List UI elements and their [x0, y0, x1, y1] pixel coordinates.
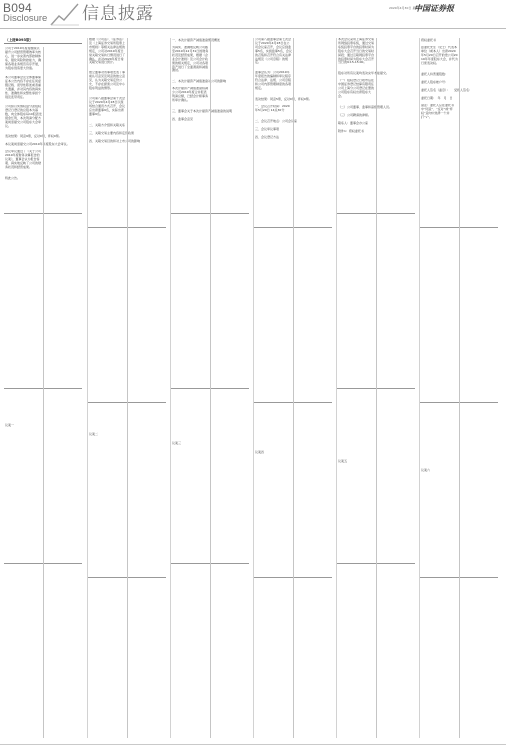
- header-divider: [0, 28, 506, 29]
- section-label: 委托人持普通股数：: [421, 72, 449, 76]
- text-paragraph: 根据《公司法》、《证券法》及《上海证券交易所股票上市规则》等相关法律法规的规定，公司对2019年度日常关联交易执行情况进行了确认，并对2020年度日常关联交易进行预计。: [89, 38, 126, 65]
- text-paragraph: 公司第八届监事会第七次会议于2020年4月28日在公司会议室召开，会议应到监事5名，实到监事5名，会议的召集和召开符合有关法律法规及《公司章程》的规定。: [255, 38, 292, 65]
- inner-column-divider: [43, 47, 44, 738]
- issue-date: 2020年4月30日 星期四: [389, 6, 422, 10]
- section-label: 四、关联交易目的和对上市公司的影响: [89, 139, 141, 143]
- text-column: [4, 38, 87, 738]
- page-header: [0, 0, 506, 30]
- margin-label: 议案三: [172, 441, 182, 445]
- text-paragraph: 本次计提资产减值准备将减少公司2019年度合并报表利润总额，已经会计师事务所审计确认。: [172, 87, 209, 102]
- section-label: （二）公司董事、监事和高级管理人员。: [338, 105, 393, 109]
- footer-divider: [0, 744, 506, 745]
- section-label: 股东对所有议案均表决完毕才能提交。: [338, 71, 390, 75]
- text-paragraph: 公司第八届董事会第十次会议于2020年4月28日以现场结合通讯方式召开，会议应出席董事9名，实际出席董事9名。: [89, 97, 126, 116]
- text-paragraph: 兹委托先生（女士）代表本单位（或本人）出席2020年5月20日召开的贵公司2019年年度股东大会，并代为行使表决权。: [421, 46, 458, 65]
- section-title: 信息披露: [82, 4, 154, 24]
- margin-label: 议案五: [338, 459, 348, 463]
- section-label: 本议案尚需提交公司2019年年度股东大会审议。: [5, 142, 70, 146]
- inner-column-divider: [459, 38, 460, 738]
- section-label: 委托人签名（盖章）： 受托人签名：: [421, 88, 473, 92]
- page-code: B094: [3, 1, 32, 15]
- section-label: 一、本次计提资产减值准备情况概述: [172, 38, 221, 42]
- section-label: 联系人：董事会办公室: [338, 121, 369, 125]
- inner-column-divider: [127, 38, 128, 738]
- section-label: 三、关联交易主要内容和定价政策: [89, 131, 135, 135]
- section-label: 特此公告。: [5, 176, 21, 180]
- section-label: 授权委托书: [421, 38, 437, 42]
- margin-label: 议案六: [421, 468, 431, 472]
- section-label: 表决结果：同意5票，反对0票，弃权0票。: [255, 97, 312, 101]
- margin-label: 议案四: [255, 450, 265, 454]
- section-label: 二、本次计提资产减值准备对公司的影响: [172, 79, 227, 83]
- section-label: 二、关联方介绍和关联关系: [89, 123, 126, 127]
- section-logo-icon: [50, 2, 80, 26]
- section-label: 四、监事会意见: [172, 117, 194, 121]
- text-paragraph: 本公司董事会及全体董事保证本公告内容不存在任何虚假记载、误导性陈述或者重大遗漏，并对其内容的真实性、准确性和完整性承担个别及连带责任。: [5, 76, 42, 99]
- section-label: （三）公司聘请的律师。: [338, 113, 372, 117]
- text-column: [336, 38, 420, 738]
- section-label: 四、会议登记方法: [255, 135, 280, 139]
- text-column: [253, 38, 337, 738]
- text-paragraph: 一、会议召开时间：2020年5月20日 14点30分: [255, 105, 290, 112]
- margin-label: 议案一: [5, 423, 15, 427]
- text-paragraph: 本次会议采用上海证券交易所网络投票系统，通过交易系统投票平台的投票时间为股东大会召开当日的交易时间段；通过互联网投票平台的投票时间为股东大会召开当日的9:15-15:00。: [338, 38, 375, 65]
- text-paragraph: （一）股权登记日收市后在中国证券登记结算有限责任公司上海分公司登记在册的公司股东有权出席股东大会。: [338, 79, 375, 98]
- text-paragraph: 会议审议通过了《关于公司2019年度财务决算报告的议案》，董事会认为报告客观、真实地反映了公司的财务状况和经营成果。: [5, 150, 42, 169]
- text-paragraph: 公司拟以实施权益分派股权登记日登记的总股本为基数，向全体股东每10股派发现金红利，本次利润分配方案尚需提交公司股东大会审议。: [5, 105, 42, 128]
- section-label: 二、会议召开地点：公司会议室: [255, 119, 298, 123]
- section-label: 委托日期： 年 月 日: [421, 96, 453, 100]
- section-label-english: Disclosure: [3, 13, 48, 24]
- column-heading: （上接B093版）: [5, 38, 34, 42]
- section-label: 三、董事会关于本次计提资产减值准备的说明: [172, 109, 233, 113]
- text-paragraph: 公司于2019年度将继续以提升公司经营管理效率为核心，进一步完善内部控制体系，强化风险防控能力，确保各项业务规范有序开展，为股东创造更大价值。: [5, 47, 42, 70]
- text-column: [87, 38, 171, 738]
- text-paragraph: 独立董事对该事项发表了事前认可意见及同意的独立意见，认为关联交易定价公允，不存在损害公司及中小股东利益的情形。: [89, 71, 126, 90]
- heading-rule: [4, 43, 82, 44]
- text-paragraph: 备注：委托人应在委托书中“同意”、“反对”或“弃权”意向中选择一个并打“√”。: [421, 104, 455, 119]
- text-paragraph: 为真实、准确地反映公司截至2019年12月31日的财务状况及经营成果，根据《企业会计准则》及公司会计政策的相关规定，公司对各项资产进行了全面清查和减值测试。: [172, 46, 209, 73]
- section-label: 三、会议审议事项: [255, 127, 280, 131]
- inner-column-divider: [376, 38, 377, 738]
- margin-label: 议案二: [89, 432, 99, 436]
- text-column: [419, 38, 503, 738]
- section-label: 表决结果：同意9票，反对0票，弃权0票。: [5, 134, 62, 138]
- text-column: [170, 38, 254, 738]
- inner-column-divider: [210, 38, 211, 738]
- text-paragraph: 监事会认为：公司2019年年度报告的编制和审议程序符合法律、法规、公司章程和公司内部管理制度的各项规定。: [255, 71, 292, 90]
- newspaper-masthead: 中国证券报: [414, 3, 454, 13]
- inner-column-divider: [293, 38, 294, 738]
- section-label: 附件1：授权委托书: [338, 129, 364, 133]
- section-label: 委托人股东帐户号：: [421, 80, 449, 84]
- article-body: [4, 38, 502, 738]
